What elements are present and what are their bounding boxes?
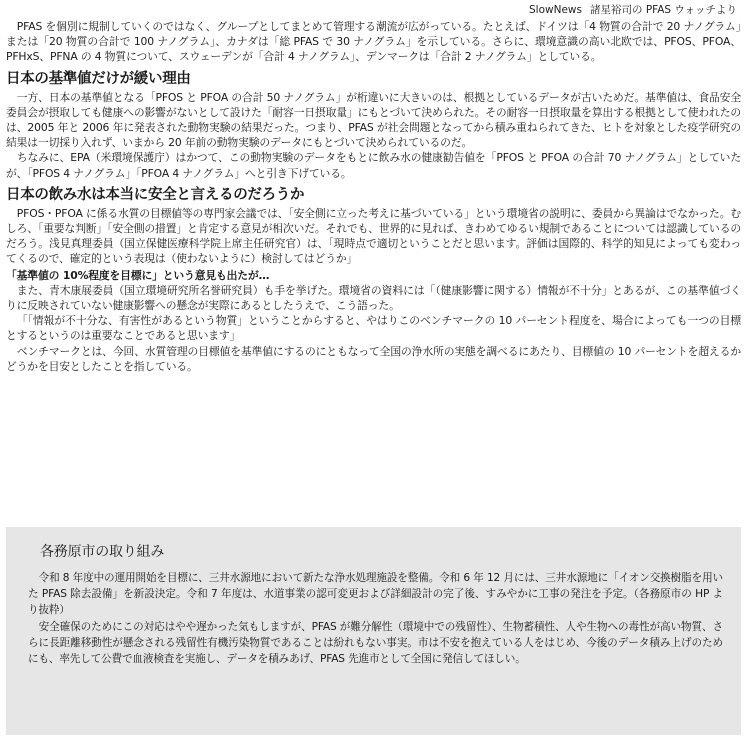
section1-heading: 日本の基準値だけが緩い理由 bbox=[6, 70, 191, 87]
section2-paragraph-2: また、青木康展委員（国立環境研究所名誉研究員）も手を挙げた。環境省の資料には「（健康影響に関する）情報が不十分」とあるが、この基準値づくりに反映されていない健康影響への懸念が実際にあるとしたうえで、こう語った。 bbox=[6, 283, 741, 313]
section1-paragraph-1: 一方、日本の基準値となる「PFOS と PFOA の合計 50 ナノグラム」が桁違いに大きいのは、根拠としているデータが古いためだ。基準値は、食品安全委員会が摂取しても健康への影響がないとして設けた「耐容一日摂取量」にもとづいて決められた。その耐容一日摂取量を算出する根拠として使われたのは、2005 年と 2006 年に発表された動物実験の結果だった。つまり、PFAS が社会問題となってから積み重ねられてきた、ヒトを対象とした疫学研究の結果は一切採り入れず、いまから 20 年前の動物実験のデータにもとづいて決められているのだ。 bbox=[6, 90, 741, 150]
header-column: 諸星裕司の PFAS ウォッチより bbox=[589, 4, 737, 16]
section1-paragraph-2: ちなみに、EPA（米環境保護庁）はかつて、この動物実験のデータをもとに飲み水の健康勧告値を「PFOS と PFOA の合計 70 ナノグラム」としていたが、「PFOS 4 ナノグラム」「PFOA 4 ナノグラム」へと引き下げている。 bbox=[6, 151, 741, 180]
page-header bbox=[6, 3, 741, 19]
section2-subheading: 「基準値の 10%程度を目標に」という意見も出たが… bbox=[6, 268, 270, 282]
box-heading: 各務原市の取り組み bbox=[40, 544, 165, 560]
sidebar-box bbox=[6, 527, 741, 735]
box-paragraph-2: 安全確保のためにこの対応はやや遅かった気もしますが、PFAS が難分解性（環境中での残留性）、生物蓄積性、人や生物への毒性が高い物質、さらに長距離移動性が懸念される残留性有機汚染物質であることは紛れもない事実。市は不安を抱えている人をはじめ、今後のデータ積み上げのためにも、率先して公費で血液検査を実施し、データを積みあげ、PFAS 先進市として全国に発信してほしい。 bbox=[28, 620, 723, 666]
section2-paragraph-4: ベンチマークとは、今回、水質管理の目標値を基準値にするのにともなって全国の浄水所の実態を調べるにあたり、目標値の 10 パーセントを超えるかどうかを目安としたことを指している。 bbox=[6, 344, 741, 373]
section2-heading: 日本の飲み水は本当に安全と言えるのだろうか bbox=[6, 186, 305, 203]
box-paragraph-1: 令和 8 年度中の運用開始を目標に、三井水源地において新たな浄水処理施設を整備。令和 6 年 12 月には、三井水源地に「イオン交換樹脂を用いた PFAS 除去設備」を新設決定。令和 7 年度は、水道事業の認可変更および詳細設計の完了後、すみやかに工事の発注を予定。（各務原市の HP より抜粋） bbox=[28, 572, 723, 617]
section2-paragraph-1: PFOS・PFOA に係る水質の目標値等の専門家会議では、「安全側に立った考えに基づいている」という環境省の説明に、委員から異論はでなかった。むしろ、「重要な判断」「安全側の措置」と肯定する意見が相次いだ。それでも、世界的に見れば、きわめてゆるい規制であることについては認識しているのだろう。浅見真理委員（国立保健医療科学院上席主任研究官）は、「現時点で適切ということだと思います。評価は国際的、科学的知見によっても変わってくるので、確定的という表現は（使わないように）検討してはどうか」 bbox=[6, 206, 741, 266]
intro-paragraph: PFAS を個別に規制していくのではなく、グループとしてまとめて管理する潮流が広がっている。たとえば、ドイツは「4 物質の合計で 20 ナノグラム」または「20 物質の合計で 100 ナノグラム」、カナダは「総 PFAS で 30 ナノグラム」を示している。さらに、環境意識の高い北欧では、PFOS、PFOA、PFHxS、PFNA の 4 物質について、スウェーデンが「合計 4 ナノグラム」、デンマークは「合計 2 ナノグラム」としている。 bbox=[6, 20, 741, 64]
section2-quote: 「「情報が不十分な、有害性があるという物質」ということからすると、やはりこのベンチマークの 10 パーセント程度を、場合によっても一つの目標とするというのは重要なことであると思います」 bbox=[6, 314, 741, 343]
header-source: SlowNews bbox=[529, 4, 582, 16]
